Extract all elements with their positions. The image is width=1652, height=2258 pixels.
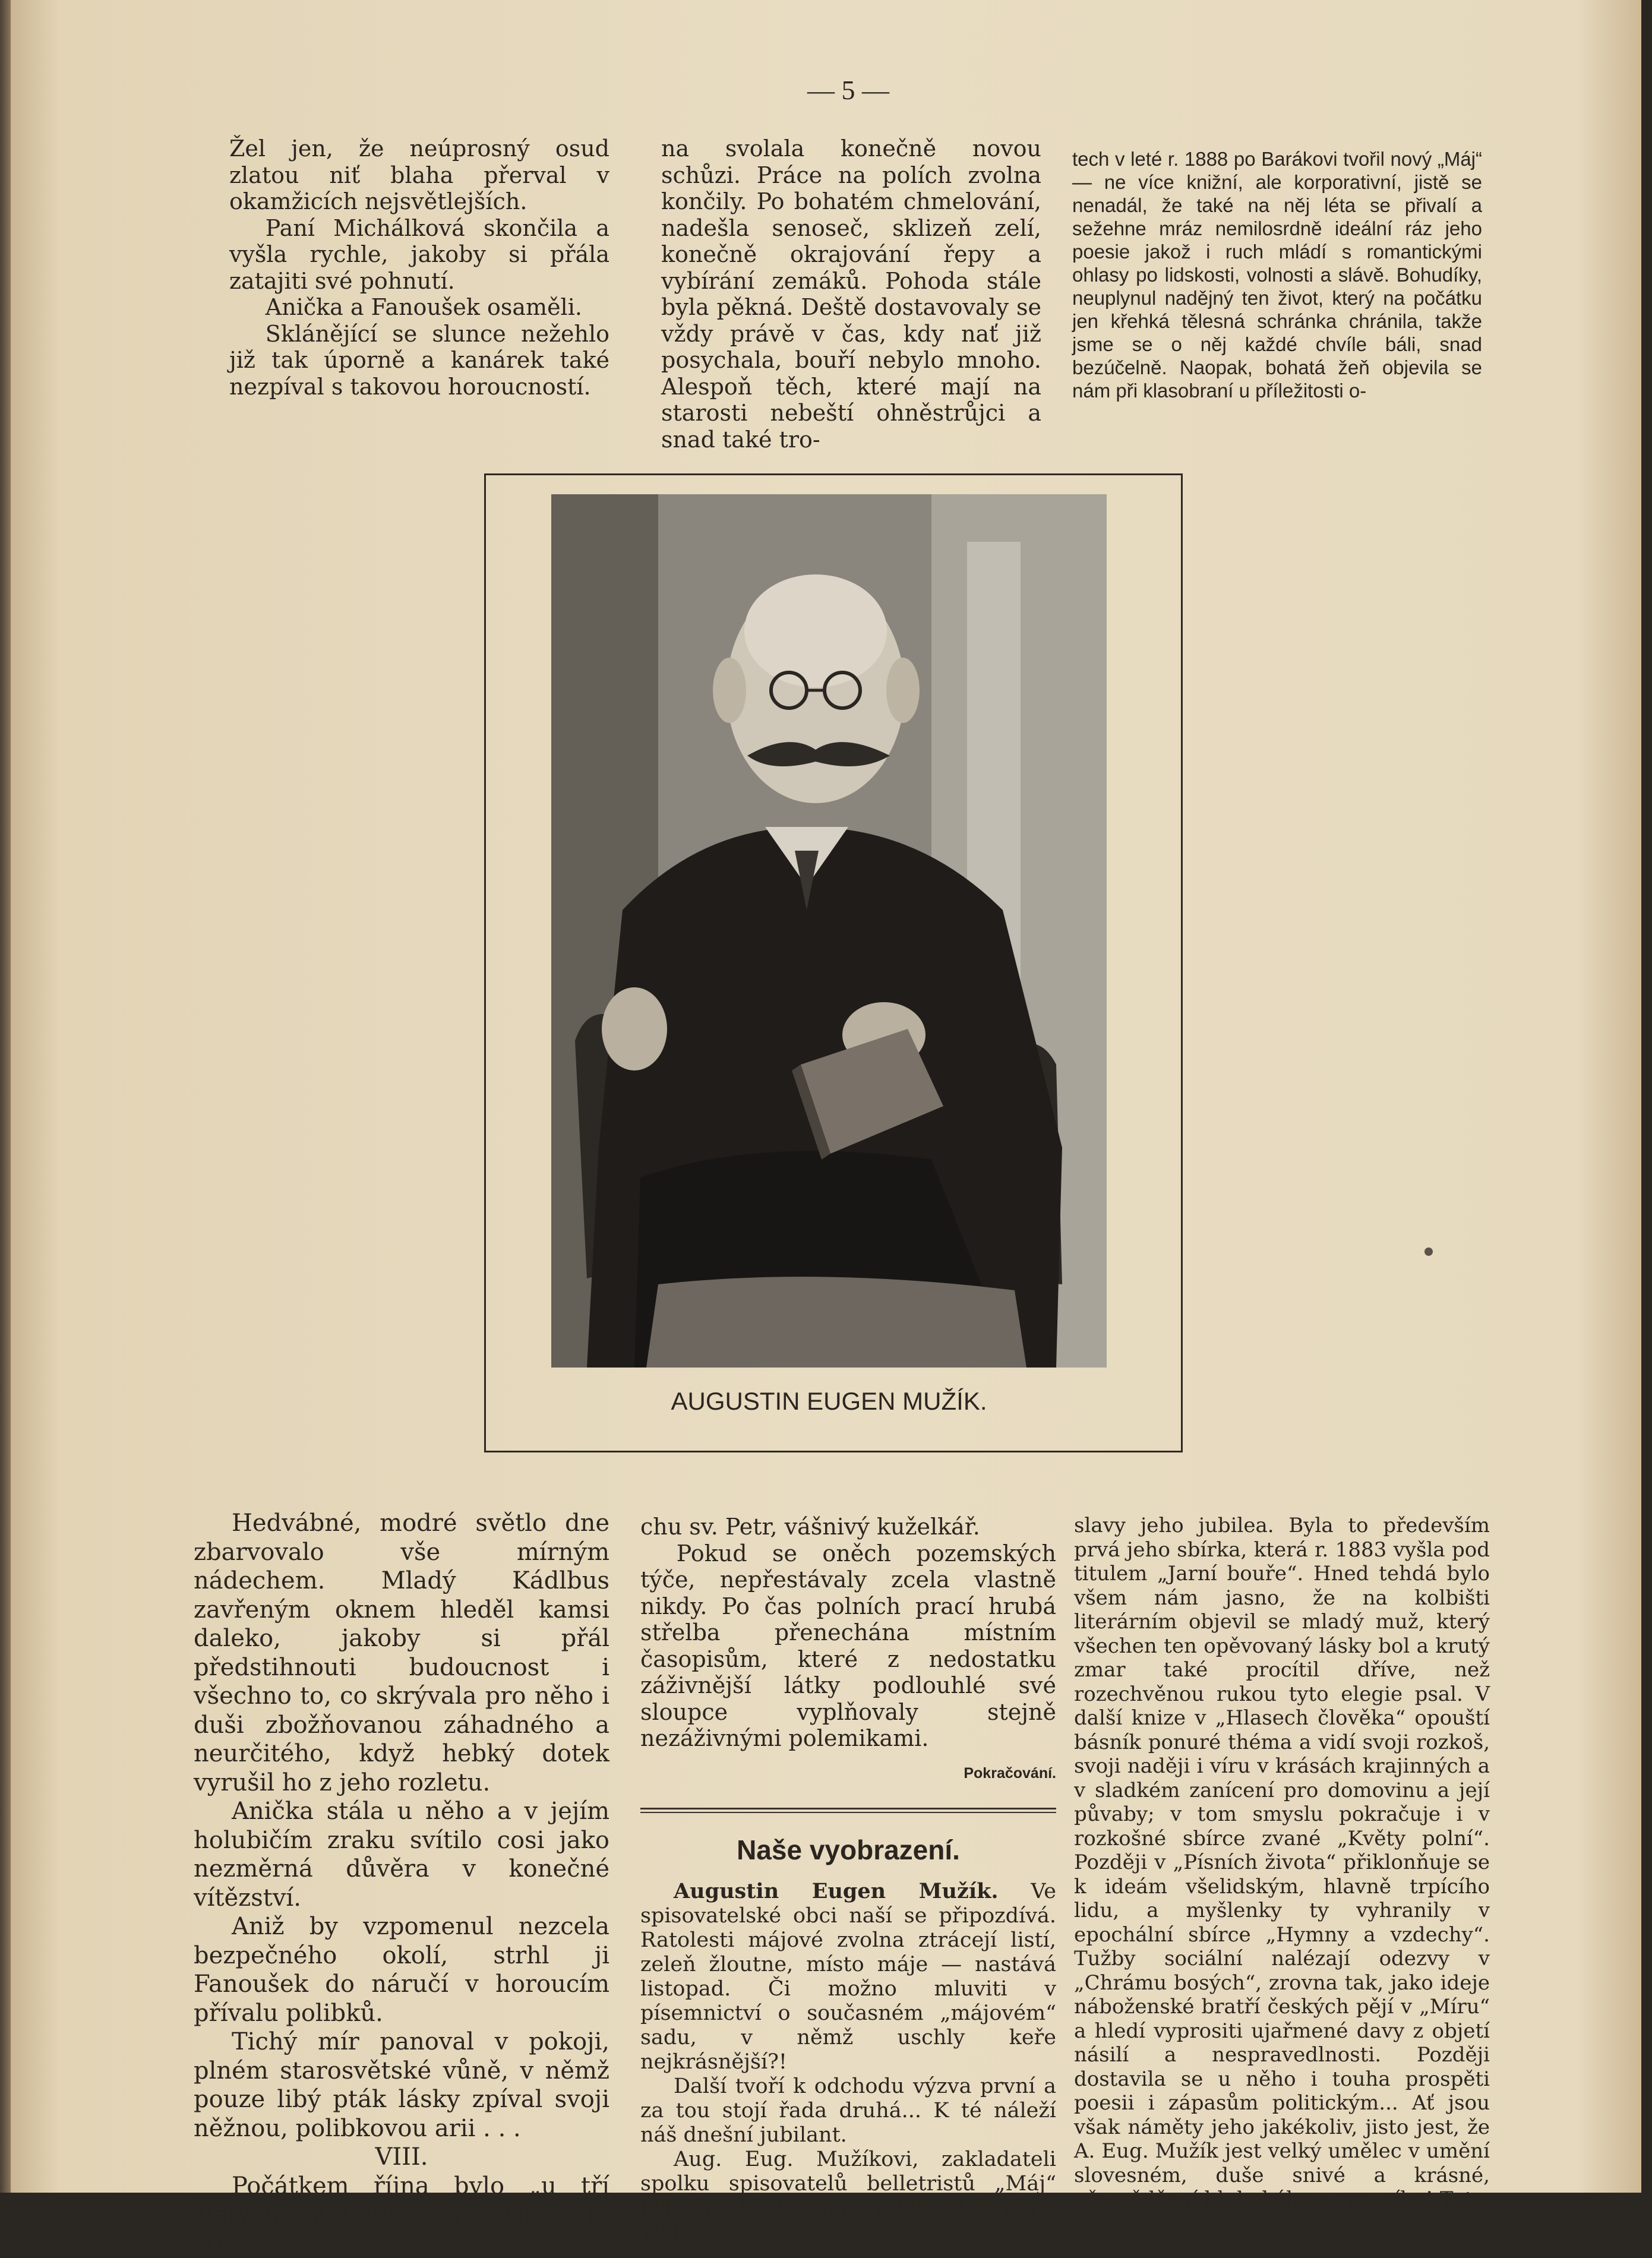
paragraph: Anička a Fanoušek osaměli. — [229, 294, 609, 321]
top-column-2 — [661, 135, 1041, 453]
paragraph: Aniž by vzpomenul nezcela bezpečného okolí, strhl ji Fanoušek do náručí v horoucím přívalu polibků. — [194, 1912, 609, 2028]
paragraph: Paní Michálková skončila a vyšla rychle, jakoby si přála zatajiti své pohnutí. — [229, 215, 609, 295]
chapter-number: VIII. — [194, 2143, 609, 2172]
page-number: — 5 — — [801, 74, 896, 106]
bottom-column-1 — [194, 1509, 609, 2258]
section-heading: Naše vyobrazení. — [640, 1837, 1056, 1864]
paragraph: Pokud se oněch pozemských týče, nepřestávaly zcela vlastně nikdy. Po čas polních prací hrubá střelba přenechána místním časopisům, které z nedostatku záživnější látky podlouhlé své sloupce vyplňovaly stejně nezáživnými polemikami. — [640, 1540, 1056, 1752]
article-body — [640, 1879, 1056, 2245]
bottom-column-3 — [1074, 1514, 1490, 2212]
paragraph: Další tvoří k odchodu výzva první a za tou stojí řada druhá... K té náleží náš dnešní jubilant. — [640, 2074, 1056, 2148]
paragraph: Sklánějící se slunce nežehlo již tak úporně a kanárek také nezpíval s takovou horoucností. — [229, 321, 609, 400]
book-binding-edge — [0, 0, 11, 2193]
top-column-3 — [1072, 147, 1482, 402]
paragraph: slavy jeho jubilea. Byla to především prvá jeho sbírka, která r. 1883 vyšla pod titulem „Jarní bouře“. Hned tehdá bylo všem nám jasno, že na kolbišti literárním objevil se mladý muž, který všechen ten opěvovaný lásky bol a krutý zmar také procítil dříve, než rozechvěnou rukou tyto elegie psal. V další knize v „Hlasech člověka“ opouští básník ponuré théma a vidí svoji rozkoš, svoji naději i víru v krásách krajinných a v sladkém zanícení pro domovinu a její půvaby; v tom smyslu pokračuje i v rozkošné sbírce zvané „Květy polní“. Později v „Písních života“ přiklonňuje se k ideám všelidským, hlavně trpícího lidu, a myšlenky ty vyhranily v epochální sbírce „Hymny a vzdechy“. Tužby sociální nalézají odezvy v „Chrámu bosých“, zrovna tak, jako ideje náboženské bratří českých pějí v „Míru“ a hledí vyprositi ujařmené davy z objetí násilí a nespravedlnosti. Později dostavila se u něho i touha prospěti poesii i zápasům politickým... Ať jsou však náměty jeho jakékoliv, jisto jest, že A. Eug. Mužík jest velký umělec v umění slovesném, duše snivé a krásné, přesvědčení hlubokého a vroucího! Tyto — [1074, 1514, 1490, 2212]
paragraph: tech v leté r. 1888 po Barákovi tvořil nový „Máj“ — ne více knižní, ale korporativní, jistě se nenadál, že také na něj léta se přivalí a sežehne mráz nemilosrdně ideální ráz jeho poesie jakož i ruch mládí s romantickými ohlasy po lidskosti, volnosti a slávě. Bohudíky, neuplynul nadějný ten život, který na počátku jen křehká tělesná schránka chránila, takže jsme se o něj každé chvíle báli, snad bezúčelně. Naopak, bohatá žeň objevila se nám při klasobraní u příležitosti o- — [1072, 147, 1482, 402]
paragraph: Anička stála u něho a v jejím holubičím zraku svítilo cosi jako nezměrná důvěra v konečné vítězství. — [194, 1797, 609, 1912]
paragraph: na svolala konečně novou schůzi. Práce na polích zvolna končily. Po bohatém chmelování, nadešla senoseč, sklizeň zelí, konečně okrajování řepy a vybírání zemáků. Pohoda stále byla pěkná. Deště dostavovaly se vždy právě v čas, kdy nať již posychala, bouří nebylo mnoho. Alespoň těch, které mají na starosti nebeští ohněstrůjci a snad také tro- — [661, 135, 1041, 453]
paragraph: Hedvábné, modré světlo dne zbarvovalo vše mírným nádechem. Mladý Kádlbus zavřeným oknem hleděl kamsi daleko, jakoby si přál předstihnouti budoucnost i všechno to, co skrývala pro něho i duši zbožňovanou záhadného a neurčitého, když hebký dotek vyrušil ho z jeho rozletu. — [194, 1509, 609, 1797]
paragraph: Žel jen, že neúprosný osud zlatou niť blaha přerval v okamžicích nejsvětlejších. — [229, 135, 609, 215]
portrait-photo — [551, 494, 1107, 1368]
bottom-column-2 — [640, 1514, 1056, 2245]
article-text: Ve spisovatelské obci naší se připozdívá. Ratolesti májové zvolna ztrácejí listí, zeleň žloutne, místo máje — nastává listopad. Či možno mluviti v písemnictví o současném „májovém“ sadu, v němž uschly keře nejkrásnější?! — [640, 1880, 1056, 2074]
portrait-illustration — [551, 494, 1107, 1368]
paragraph: Počátkem října bylo „u tří zlatých jatelinek“ živo. Oposiční stra- — [194, 2172, 609, 2258]
paragraph: Tichý mír panoval v pokoji, plném starosvětské vůně, v němž pouze libý pták lásky zpíval svoji něžnou, polibkovou arii . . . — [194, 2028, 609, 2143]
section-divider — [640, 1808, 1056, 1809]
paragraph: chu sv. Petr, vášnivý kuželkář. — [640, 1514, 1056, 1540]
article-lead: Augustin Eugen Mužík. — [674, 1879, 999, 1903]
continued-label: Pokračování. — [640, 1760, 1056, 1787]
print-speck — [1424, 1248, 1433, 1256]
paragraph: Aug. Eug. Mužíkovi, zakladateli spolku spisovatelů belletristů „Máj“ bylo dne 15. května t. r. 50 let! Když po 29 le- — [640, 2148, 1056, 2245]
photo-caption: AUGUSTIN EUGEN MUŽÍK. — [551, 1387, 1107, 1416]
magazine-page — [11, 0, 1641, 2193]
top-column-1 — [229, 135, 609, 400]
section-divider — [640, 1812, 1056, 1813]
